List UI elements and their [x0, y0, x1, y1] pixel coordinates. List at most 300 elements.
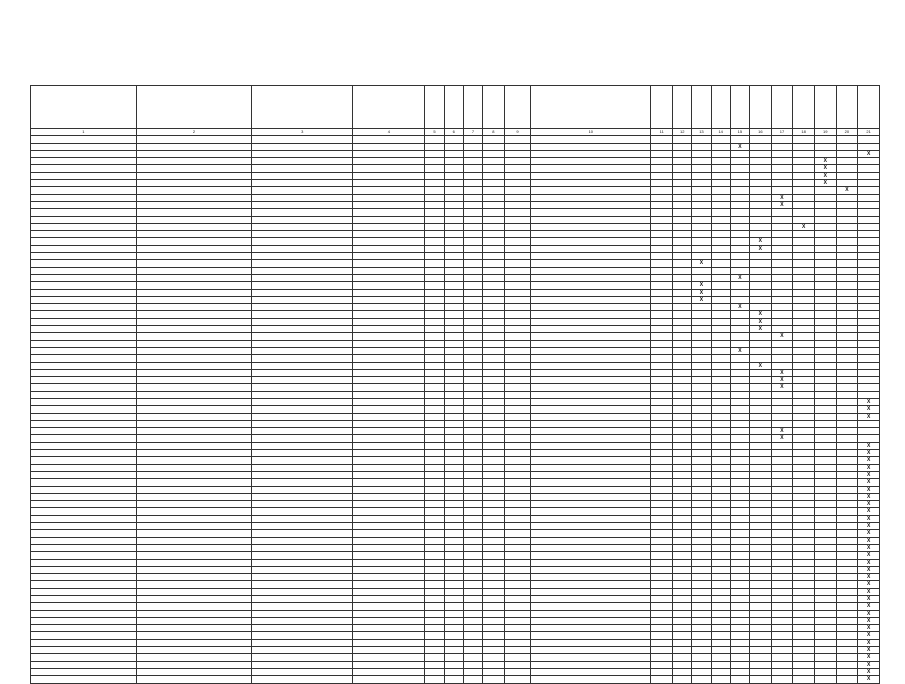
- table-cell: [463, 398, 482, 405]
- table-cell: [771, 362, 793, 369]
- table-cell: [31, 318, 137, 325]
- year-mark-cell: X: [858, 552, 880, 559]
- table-cell: [425, 515, 444, 522]
- table-cell: [730, 486, 749, 493]
- table-cell: [750, 136, 772, 143]
- table-cell: [858, 311, 880, 318]
- table-cell: [504, 566, 530, 573]
- table-cell: [463, 267, 482, 274]
- table-row: [31, 143, 880, 150]
- table-cell: [673, 530, 692, 537]
- table-row: [31, 165, 880, 172]
- table-cell: [836, 150, 858, 157]
- table-cell: [750, 194, 772, 201]
- table-cell: [444, 326, 463, 333]
- table-cell: [531, 377, 651, 384]
- table-cell: [136, 238, 251, 245]
- table-cell: [711, 668, 730, 675]
- table-cell: [692, 639, 711, 646]
- table-cell: [673, 377, 692, 384]
- table-cell: [504, 245, 530, 252]
- table-cell: [711, 574, 730, 581]
- table-cell: [444, 187, 463, 194]
- table-cell: [711, 603, 730, 610]
- table-cell: [692, 253, 711, 260]
- table-cell: [444, 435, 463, 442]
- table-cell: [651, 581, 673, 588]
- table-cell: [136, 194, 251, 201]
- table-cell: [771, 347, 793, 354]
- table-cell: [673, 435, 692, 442]
- table-cell: [711, 661, 730, 668]
- table-cell: [504, 172, 530, 179]
- table-cell: [136, 150, 251, 157]
- table-cell: [463, 471, 482, 478]
- table-cell: [814, 610, 836, 617]
- table-cell: [814, 617, 836, 624]
- table-cell: [711, 406, 730, 413]
- table-cell: [252, 158, 353, 165]
- table-cell: [252, 260, 353, 267]
- table-cell: [673, 136, 692, 143]
- table-cell: [31, 136, 137, 143]
- table-cell: [136, 639, 251, 646]
- table-cell: [651, 647, 673, 654]
- column-number-cell: 12: [673, 129, 692, 136]
- table-cell: [836, 442, 858, 449]
- table-cell: [136, 158, 251, 165]
- table-cell: [504, 610, 530, 617]
- table-cell: [425, 574, 444, 581]
- header-cell: [425, 86, 444, 129]
- table-cell: [483, 187, 505, 194]
- table-cell: [252, 676, 353, 683]
- table-cell: [750, 603, 772, 610]
- table-cell: [483, 588, 505, 595]
- table-cell: [793, 457, 815, 464]
- table-cell: [463, 201, 482, 208]
- table-cell: [793, 172, 815, 179]
- table-cell: [692, 326, 711, 333]
- table-cell: [531, 194, 651, 201]
- table-cell: [353, 245, 425, 252]
- table-cell: [711, 333, 730, 340]
- table-cell: [711, 289, 730, 296]
- table-cell: [750, 180, 772, 187]
- table-cell: [31, 355, 137, 362]
- table-cell: [750, 544, 772, 551]
- table-cell: [814, 537, 836, 544]
- year-mark-cell: X: [771, 384, 793, 391]
- table-cell: [750, 552, 772, 559]
- table-cell: [793, 523, 815, 530]
- table-cell: [425, 282, 444, 289]
- table-cell: [531, 238, 651, 245]
- table-cell: [711, 377, 730, 384]
- table-row: [31, 304, 880, 311]
- table-cell: [483, 406, 505, 413]
- table-cell: [711, 639, 730, 646]
- table-cell: [750, 566, 772, 573]
- table-cell: [750, 340, 772, 347]
- table-cell: [750, 588, 772, 595]
- table-cell: [444, 406, 463, 413]
- table-cell: [353, 136, 425, 143]
- table-cell: [483, 369, 505, 376]
- table-cell: [425, 223, 444, 230]
- table-row: [31, 435, 880, 442]
- table-cell: [771, 530, 793, 537]
- table-row: [31, 384, 880, 391]
- table-cell: [730, 647, 749, 654]
- table-cell: [136, 654, 251, 661]
- table-cell: [252, 603, 353, 610]
- table-cell: [858, 209, 880, 216]
- header-cell: [711, 86, 730, 129]
- table-cell: [730, 581, 749, 588]
- table-cell: [252, 201, 353, 208]
- table-cell: [651, 201, 673, 208]
- table-cell: [425, 559, 444, 566]
- table-cell: [651, 311, 673, 318]
- table-cell: [692, 661, 711, 668]
- table-cell: [858, 289, 880, 296]
- table-cell: [483, 398, 505, 405]
- table-cell: [531, 362, 651, 369]
- table-cell: [711, 260, 730, 267]
- year-mark-cell: X: [858, 632, 880, 639]
- table-cell: [504, 530, 530, 537]
- table-cell: [136, 493, 251, 500]
- table-cell: [793, 245, 815, 252]
- table-cell: [750, 201, 772, 208]
- table-cell: [425, 172, 444, 179]
- table-cell: [771, 632, 793, 639]
- year-mark-cell: X: [771, 428, 793, 435]
- table-cell: [836, 398, 858, 405]
- year-mark-cell: X: [858, 523, 880, 530]
- table-cell: [531, 398, 651, 405]
- table-cell: [353, 413, 425, 420]
- table-cell: [836, 486, 858, 493]
- table-cell: [651, 596, 673, 603]
- table-cell: [692, 223, 711, 230]
- table-cell: [771, 406, 793, 413]
- table-cell: [483, 318, 505, 325]
- table-cell: [730, 194, 749, 201]
- table-cell: [252, 355, 353, 362]
- table-cell: [136, 450, 251, 457]
- table-cell: [750, 274, 772, 281]
- table-cell: [771, 464, 793, 471]
- table-cell: [504, 464, 530, 471]
- table-cell: [353, 435, 425, 442]
- table-cell: [814, 296, 836, 303]
- table-cell: [425, 238, 444, 245]
- table-cell: [836, 632, 858, 639]
- table-cell: [793, 566, 815, 573]
- table-cell: [836, 180, 858, 187]
- table-cell: [463, 362, 482, 369]
- table-cell: [730, 406, 749, 413]
- table-cell: [673, 413, 692, 420]
- table-cell: [504, 537, 530, 544]
- table-cell: [771, 187, 793, 194]
- table-cell: [836, 603, 858, 610]
- table-cell: [814, 289, 836, 296]
- table-cell: [531, 136, 651, 143]
- table-cell: [463, 136, 482, 143]
- table-cell: [353, 194, 425, 201]
- table-cell: [793, 668, 815, 675]
- table-cell: [793, 515, 815, 522]
- table-cell: [771, 596, 793, 603]
- table-cell: [793, 544, 815, 551]
- table-cell: [136, 347, 251, 354]
- table-cell: [425, 610, 444, 617]
- table-cell: [673, 274, 692, 281]
- table-cell: [750, 523, 772, 530]
- table-cell: [504, 435, 530, 442]
- table-cell: [730, 676, 749, 683]
- table-cell: [673, 216, 692, 223]
- table-cell: [463, 457, 482, 464]
- table-cell: [425, 347, 444, 354]
- table-cell: [711, 267, 730, 274]
- table-cell: [531, 347, 651, 354]
- table-cell: [750, 457, 772, 464]
- table-cell: [136, 333, 251, 340]
- table-cell: [425, 260, 444, 267]
- table-cell: [353, 610, 425, 617]
- table-cell: [483, 450, 505, 457]
- table-cell: [353, 581, 425, 588]
- table-cell: [651, 318, 673, 325]
- table-row: [31, 216, 880, 223]
- table-cell: [750, 647, 772, 654]
- table-cell: [730, 610, 749, 617]
- table-cell: [730, 457, 749, 464]
- table-cell: [444, 172, 463, 179]
- table-cell: [353, 544, 425, 551]
- table-cell: [353, 377, 425, 384]
- table-cell: [31, 515, 137, 522]
- table-cell: [651, 347, 673, 354]
- table-cell: [814, 326, 836, 333]
- table-cell: [750, 333, 772, 340]
- table-row: [31, 355, 880, 362]
- table-cell: [531, 355, 651, 362]
- table-row: [31, 471, 880, 478]
- table-cell: [793, 413, 815, 420]
- table-cell: [750, 187, 772, 194]
- table-cell: [531, 617, 651, 624]
- table-cell: [136, 596, 251, 603]
- table-cell: [814, 223, 836, 230]
- table-cell: [425, 588, 444, 595]
- table-cell: [504, 180, 530, 187]
- table-cell: [531, 479, 651, 486]
- table-cell: [252, 377, 353, 384]
- table-cell: [353, 201, 425, 208]
- column-number-cell: 21: [858, 129, 880, 136]
- table-cell: [252, 530, 353, 537]
- table-cell: [504, 574, 530, 581]
- table-cell: [252, 486, 353, 493]
- table-cell: [444, 661, 463, 668]
- header-cell: [136, 86, 251, 129]
- table-cell: [531, 523, 651, 530]
- table-cell: [463, 668, 482, 675]
- table-row: [31, 639, 880, 646]
- table-cell: [531, 253, 651, 260]
- table-cell: [793, 647, 815, 654]
- table-cell: [692, 245, 711, 252]
- table-cell: [504, 501, 530, 508]
- table-cell: [31, 340, 137, 347]
- table-cell: [771, 515, 793, 522]
- table-cell: [793, 216, 815, 223]
- table-cell: [504, 136, 530, 143]
- table-cell: [531, 508, 651, 515]
- table-cell: [136, 442, 251, 449]
- table-cell: [673, 596, 692, 603]
- table-cell: [531, 158, 651, 165]
- table-cell: [858, 180, 880, 187]
- table-cell: [793, 428, 815, 435]
- table-cell: [483, 136, 505, 143]
- table-row: [31, 625, 880, 632]
- table-cell: [673, 581, 692, 588]
- table-cell: [730, 588, 749, 595]
- table-cell: [463, 574, 482, 581]
- table-cell: [814, 347, 836, 354]
- year-mark-cell: X: [858, 588, 880, 595]
- table-cell: [771, 610, 793, 617]
- table-cell: [252, 180, 353, 187]
- table-cell: [444, 493, 463, 500]
- table-cell: [651, 617, 673, 624]
- table-cell: [692, 544, 711, 551]
- table-cell: [252, 238, 353, 245]
- table-cell: [771, 326, 793, 333]
- table-cell: [136, 435, 251, 442]
- table-cell: [692, 150, 711, 157]
- table-cell: [750, 398, 772, 405]
- table-cell: [504, 238, 530, 245]
- table-cell: [793, 471, 815, 478]
- table-cell: [136, 384, 251, 391]
- table-cell: [858, 420, 880, 427]
- table-cell: [252, 172, 353, 179]
- table-cell: [814, 639, 836, 646]
- table-cell: [31, 654, 137, 661]
- table-row: [31, 588, 880, 595]
- table-cell: [531, 610, 651, 617]
- table-cell: [793, 574, 815, 581]
- table-cell: [463, 661, 482, 668]
- table-cell: [673, 420, 692, 427]
- table-cell: [692, 464, 711, 471]
- year-mark-cell: X: [814, 165, 836, 172]
- column-number-cell: 17: [771, 129, 793, 136]
- table-cell: [771, 581, 793, 588]
- year-mark-cell: X: [858, 661, 880, 668]
- table-cell: [793, 274, 815, 281]
- table-cell: [730, 231, 749, 238]
- table-cell: [771, 668, 793, 675]
- table-cell: [504, 420, 530, 427]
- table-cell: [651, 515, 673, 522]
- table-cell: [651, 384, 673, 391]
- table-cell: [858, 435, 880, 442]
- table-cell: [31, 289, 137, 296]
- table-cell: [692, 537, 711, 544]
- table-cell: [711, 450, 730, 457]
- table-cell: [31, 311, 137, 318]
- table-cell: [793, 625, 815, 632]
- table-cell: [711, 442, 730, 449]
- table-cell: [750, 654, 772, 661]
- table-cell: [771, 479, 793, 486]
- table-cell: [858, 304, 880, 311]
- table-cell: [673, 654, 692, 661]
- table-cell: [814, 398, 836, 405]
- year-mark-cell: X: [730, 347, 749, 354]
- table-cell: [531, 676, 651, 683]
- table-cell: [814, 377, 836, 384]
- table-cell: [711, 428, 730, 435]
- table-cell: [836, 165, 858, 172]
- table-cell: [673, 559, 692, 566]
- table-cell: [651, 661, 673, 668]
- table-cell: [463, 442, 482, 449]
- table-cell: [814, 187, 836, 194]
- table-cell: [771, 340, 793, 347]
- table-row: [31, 464, 880, 471]
- table-cell: [463, 216, 482, 223]
- table-cell: [444, 398, 463, 405]
- table-cell: [814, 216, 836, 223]
- table-cell: [711, 654, 730, 661]
- table-cell: [504, 267, 530, 274]
- table-cell: [750, 479, 772, 486]
- table-row: [31, 282, 880, 289]
- table-cell: [673, 253, 692, 260]
- table-cell: [673, 355, 692, 362]
- table-cell: [730, 420, 749, 427]
- year-mark-cell: X: [858, 479, 880, 486]
- table-cell: [730, 136, 749, 143]
- table-cell: [673, 296, 692, 303]
- table-cell: [771, 574, 793, 581]
- table-cell: [673, 362, 692, 369]
- table-cell: [692, 574, 711, 581]
- table-cell: [463, 150, 482, 157]
- table-row: [31, 136, 880, 143]
- table-cell: [504, 552, 530, 559]
- table-cell: [31, 143, 137, 150]
- table-cell: [444, 625, 463, 632]
- table-cell: [425, 136, 444, 143]
- year-mark-cell: X: [858, 515, 880, 522]
- table-cell: [504, 508, 530, 515]
- table-cell: [463, 625, 482, 632]
- table-cell: [711, 457, 730, 464]
- table-cell: [692, 617, 711, 624]
- table-cell: [504, 216, 530, 223]
- table-cell: [444, 158, 463, 165]
